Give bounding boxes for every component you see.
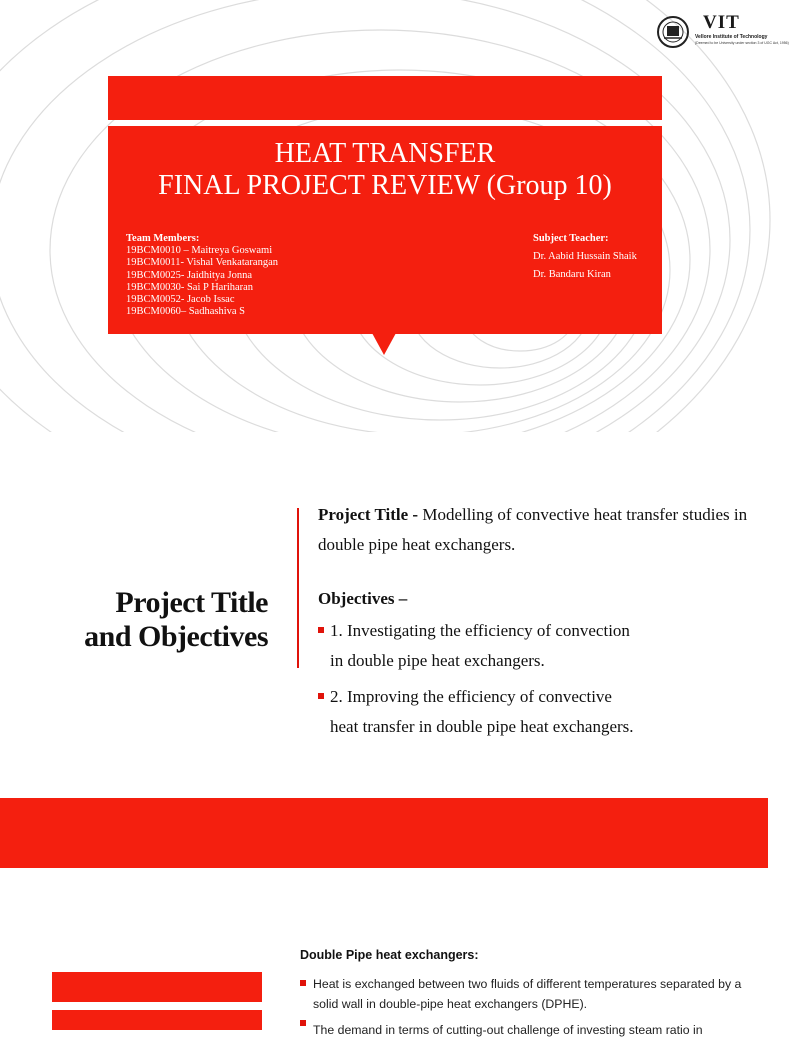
teacher-header: Subject Teacher:: [533, 233, 609, 244]
bullet-icon: [300, 1020, 306, 1026]
heading-line-2: and Objectives: [84, 620, 268, 653]
team-member: 19BCM0060– Sadhashiva S: [126, 306, 246, 318]
team-member: 19BCM0010 – Maitreya Goswami: [126, 245, 273, 257]
team-member: 19BCM0030- Sai P Hariharan: [126, 281, 254, 293]
subject-teacher-block: [533, 233, 637, 288]
main-title: [108, 138, 662, 202]
section-title: Double Pipe heat exchangers:: [300, 948, 479, 962]
bullet-icon: [300, 980, 306, 986]
title-line-1: HEAT TRANSFER: [274, 138, 496, 169]
bullet-text-1: Heat is exchanged between two fluids of different temperatures separated by a solid wall in double-pipe heat exchangers (DPHE).: [313, 977, 742, 1011]
logo-tagline: (Deemed to be University under section 3 of UGC Act, 1956): [695, 41, 789, 45]
red-accent-bar: [52, 972, 262, 1002]
objective-line: 1. Investigating the efficiency of convection: [330, 621, 630, 640]
objective-line: 2. Improving the efficiency of convective: [330, 687, 612, 706]
team-members-block: [126, 233, 278, 318]
down-arrow-pointer: [372, 333, 396, 355]
project-title-paragraph: [318, 500, 758, 560]
title-slide: [0, 0, 789, 432]
teacher-name: Dr. Bandaru Kiran: [533, 269, 611, 281]
team-member: 19BCM0011- Vishal Venkatarangan: [126, 257, 278, 269]
bullet-icon: [318, 693, 324, 699]
slide-body: [318, 500, 758, 742]
bullet-icon: [318, 627, 324, 633]
teacher-name: Dr. Aabid Hussain Shaik: [533, 251, 637, 263]
team-header: Team Members:: [126, 233, 200, 244]
vertical-divider: [297, 508, 299, 668]
bullet-text: [313, 974, 763, 1040]
bullet-text-2: The demand in terms of cutting-out challenge of investing steam ratio in: [313, 1023, 703, 1037]
objectives-label: Objectives –: [318, 589, 408, 608]
logo-name: VIT: [703, 12, 740, 33]
objective-line: heat transfer in double pipe heat exchangers.: [330, 717, 634, 736]
vit-emblem-icon: [655, 14, 691, 50]
objective-item: [318, 616, 758, 676]
project-title-label: Project Title -: [318, 505, 419, 524]
slide-heading: [84, 586, 268, 654]
heading-line-1: Project Title: [115, 586, 268, 619]
vit-logo: [655, 12, 789, 50]
objectives-slide: [0, 432, 768, 798]
objective-item: [318, 682, 758, 742]
team-member: 19BCM0025- Jaidhitya Jonna: [126, 269, 252, 281]
heat-exchanger-slide: [0, 868, 768, 1037]
team-member: 19BCM0052- Jacob Issac: [126, 294, 235, 306]
title-line-2: FINAL PROJECT REVIEW (Group 10): [158, 170, 612, 201]
red-accent-bar: [52, 1010, 262, 1030]
red-header-strip: [108, 76, 662, 120]
project-title-text: Modelling of convective heat transfer studies in double pipe heat exchangers.: [318, 505, 748, 554]
red-divider-band: [0, 798, 768, 868]
logo-subtitle: Vellore Institute of Technology: [695, 34, 768, 40]
objective-line: in double pipe heat exchangers.: [330, 651, 545, 670]
